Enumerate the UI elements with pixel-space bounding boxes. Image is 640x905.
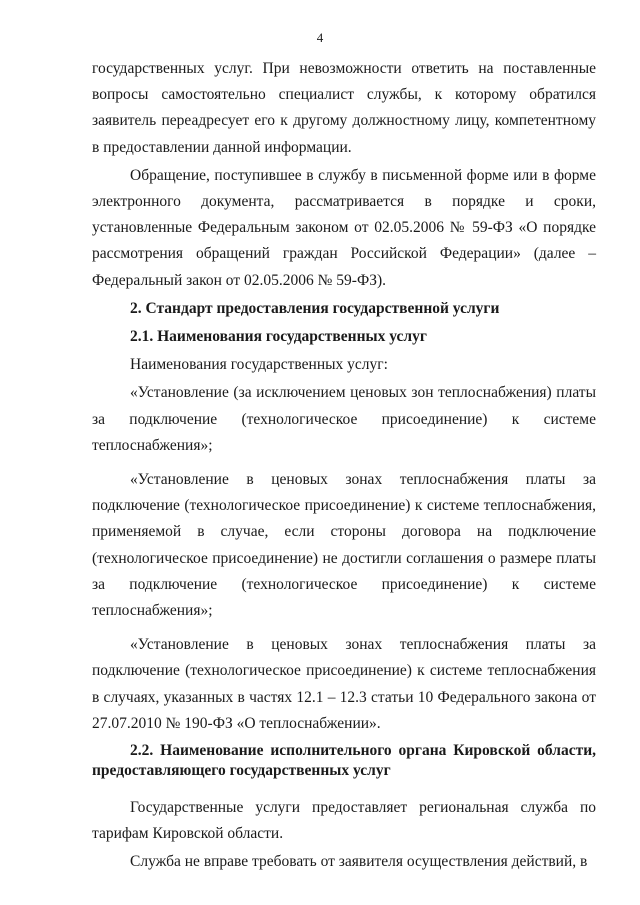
paragraph-restrictions: Служба не вправе требовать от заявителя осуществления действий, в — [130, 853, 588, 871]
paragraph-appeals: Обращение, поступившее в службу в письменной форме или в форме электронного документа, рассматривается в порядке и сроки, установленные Федеральным законом от 02.05.2006 № 59-ФЗ «О порядке рассмотрения обращений граждан Российской Федерации» (далее – Федеральный закон от 02.05.2006 № 59-ФЗ). — [92, 166, 596, 289]
page-number: 4 — [316, 30, 324, 45]
document-body — [92, 56, 596, 876]
section-heading-2-1: 2.1. Наименования государственных услуг — [130, 328, 427, 346]
paragraph-services-intro: Наименования государственных услуг: — [130, 356, 388, 374]
paragraph-service-2: «Установление в ценовых зонах теплоснабжения платы за подключение (технологическое присоединение) к системе теплоснабжения, применяемой в случае, если стороны договора на подключение (технологическое присоединение) не достигли соглашения о размере платы за подключение (технологическое присоединение) к системе теплоснабжения»; — [92, 471, 596, 620]
paragraph-service-3: «Установление в ценовых зонах теплоснабжения платы за подключение (технологическое присоединение) к системе теплоснабжения в случаях, указанных в частях 12.1 – 12.3 статьи 10 Федерального закона от 27.07.2010 № 190-ФЗ «О теплоснабжении». — [92, 636, 596, 732]
paragraph-service-1: «Установление (за исключением ценовых зон теплоснабжения) платы за подключение (технологическое присоединение) к системе теплоснабжения»; — [92, 384, 596, 454]
section-heading-2-2: 2.2. Наименование исполнительного органа Кировской области, предоставляющего государственных услуг — [92, 742, 596, 780]
paragraph-provider: Государственные услуги предоставляет региональная служба по тарифам Кировской области. — [92, 799, 596, 843]
section-heading-2: 2. Стандарт предоставления государственной услуги — [130, 299, 500, 317]
paragraph-continuation: государственных услуг. При невозможности ответить на поставленные вопросы самостоятельно специалист службы, к которому обратился заявитель переадресует его к другому должностному лицу, компетентному в предоставлении данной информации. — [92, 60, 596, 156]
